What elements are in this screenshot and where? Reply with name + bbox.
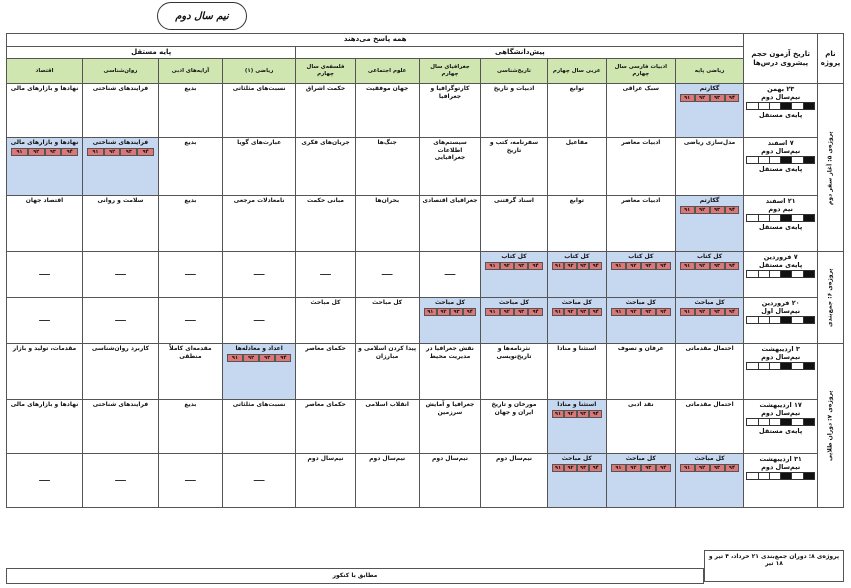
lesson-title: جهان موفقیت xyxy=(366,85,409,92)
lesson-cell xyxy=(355,196,419,252)
lesson-title: کل مباحث xyxy=(625,455,656,462)
lesson-cell xyxy=(296,400,355,454)
lesson-title: سلامت و روانی xyxy=(97,197,144,204)
lesson-title: جغرافیا و آمایش سرزمین xyxy=(425,401,475,416)
lesson-title: کل مباحث xyxy=(310,299,341,306)
lesson-title: سبک عراقی xyxy=(622,85,660,92)
progress-bar xyxy=(746,472,814,480)
exam-date-cell xyxy=(744,196,817,252)
name-column-header: نام پروژه xyxy=(817,34,843,84)
progress-bar xyxy=(746,418,814,426)
lesson-title: نهادها و بازارهای مالی xyxy=(10,401,79,408)
lesson-cell xyxy=(83,344,159,400)
lesson-title: کل مباحث xyxy=(561,299,592,306)
question-grid: ۹۴ ۹۳ ۹۲ ۹۱ xyxy=(680,206,740,214)
lesson-title: مقدمه‌ای کاملاً منطقی xyxy=(169,345,212,360)
subject-header: ادبیات فارسی سال چهارم xyxy=(606,59,675,84)
project-label: پروژه‌ی ۷: دوران طلایی xyxy=(817,344,843,508)
lesson-cell: — xyxy=(158,298,222,344)
lesson-cell xyxy=(355,344,419,400)
lesson-cell xyxy=(83,400,159,454)
lesson-cell xyxy=(419,400,481,454)
lesson-cell xyxy=(83,138,159,196)
lesson-title: مورخان و تاریخ ایران و جهان xyxy=(491,401,537,416)
lesson-cell: — xyxy=(83,454,159,508)
all-answer-header: همه پاسخ‌ می‌دهند xyxy=(7,34,744,47)
exam-date: ۱۷ اردیبهشت xyxy=(759,401,802,409)
question-grid: ۹۴ ۹۳ ۹۲ ۹۱ xyxy=(485,308,542,316)
lesson-title: جریان‌های فکری xyxy=(301,139,350,146)
lesson-title: نثرنامه‌ها و تاریخ‌نویسی xyxy=(496,345,532,360)
lesson-cell xyxy=(296,344,355,400)
lesson-cell: — xyxy=(158,252,222,298)
question-grid: ۹۴ ۹۳ ۹۲ ۹۱ xyxy=(87,148,154,156)
lesson-cell xyxy=(296,196,355,252)
exam-date: ۷ اسفند xyxy=(767,139,794,147)
lesson-title: احتمال مقدماتی xyxy=(685,401,734,408)
lesson-cell xyxy=(419,454,481,508)
lesson-title: فرایندهای شناختی xyxy=(92,85,149,92)
subject-header: ریاضی (۱) xyxy=(222,59,295,84)
question-grid: ۹۴ ۹۳ ۹۲ ۹۱ xyxy=(552,410,602,418)
lesson-cell xyxy=(675,252,744,298)
lesson-cell xyxy=(675,454,744,508)
lesson-title: استثنا و منادا xyxy=(557,345,597,352)
exam-date-cell xyxy=(744,454,817,508)
subject-header: ریاضی پایه xyxy=(675,59,744,84)
lesson-cell: — xyxy=(419,252,481,298)
question-grid: ۹۴ ۹۳ ۹۲ ۹۱ xyxy=(424,308,477,316)
lesson-cell xyxy=(296,84,355,138)
lesson-title: بدیع xyxy=(184,139,197,146)
lesson-title: نیم‌سال دوم xyxy=(369,455,406,462)
lesson-title: فرایندهای شناختی xyxy=(92,401,149,408)
lesson-cell xyxy=(158,400,222,454)
lesson-title: اقتصاد جهان xyxy=(25,197,64,204)
exam-date-cell xyxy=(744,252,817,298)
exam-semester: نیم دوم xyxy=(768,205,793,214)
exam-date-cell xyxy=(744,298,817,344)
lesson-title: نهادها و بازارهای مالی xyxy=(10,85,79,92)
lesson-title: بدیع xyxy=(184,197,197,204)
lesson-cell xyxy=(296,298,355,344)
lesson-title: پیدا کردن اسلامی و مبارزان xyxy=(358,345,417,360)
lesson-title: مبانی حکمت xyxy=(307,197,345,204)
lesson-title: اسناد گرفتنی xyxy=(494,197,534,204)
subject-header: علوم اجتماعی xyxy=(355,59,419,84)
exam-base: پایه‌ی مستقل xyxy=(759,165,803,174)
lesson-cell xyxy=(7,344,83,400)
lesson-title: کل مباحث xyxy=(498,299,529,306)
lesson-cell xyxy=(606,84,675,138)
exam-semester: نیم‌سال دوم xyxy=(761,463,801,472)
lesson-title: احتمال مقدماتی xyxy=(685,345,734,352)
lesson-cell: — xyxy=(83,298,159,344)
lesson-cell xyxy=(547,138,606,196)
lesson-cell xyxy=(222,138,295,196)
lesson-cell xyxy=(481,400,547,454)
lesson-title: کل کتاب xyxy=(501,253,527,260)
lesson-cell xyxy=(547,400,606,454)
footer-note: مطابق با کنکور xyxy=(6,568,704,584)
exam-semester: نیم‌سال دوم xyxy=(761,409,801,418)
exam-date: ۳ اردیبهشت xyxy=(761,345,800,353)
question-grid: ۹۴ ۹۳ ۹۲ ۹۱ xyxy=(227,354,291,362)
lesson-title: جغرافیای اقتصادی xyxy=(422,197,478,204)
lesson-cell xyxy=(355,84,419,138)
lesson-title: ادبیات و تاریخ xyxy=(493,85,535,92)
progress-bar xyxy=(746,156,814,164)
lesson-cell: — xyxy=(7,454,83,508)
lesson-title: اعداد و معادله‌ها xyxy=(235,345,283,352)
question-grid: ۹۴ ۹۳ ۹۲ ۹۱ xyxy=(680,94,740,102)
lesson-title: جنگ‌ها xyxy=(377,139,397,146)
lesson-title: بدیع xyxy=(184,401,197,408)
progress-bar xyxy=(746,316,814,324)
lesson-title: بدیع xyxy=(184,85,197,92)
lesson-cell: — xyxy=(7,252,83,298)
subject-header: جغرافیای سال چهارم xyxy=(419,59,481,84)
lesson-cell xyxy=(606,252,675,298)
question-grid: ۹۴ ۹۳ ۹۲ ۹۱ xyxy=(11,148,78,156)
question-grid: ۹۴ ۹۳ ۹۲ ۹۱ xyxy=(485,262,542,270)
subject-header: فلسفه‌ی سال چهارم xyxy=(296,59,355,84)
lesson-cell: — xyxy=(222,252,295,298)
lesson-cell xyxy=(158,344,222,400)
lesson-title: کل کتاب xyxy=(564,253,590,260)
lesson-title: حکمای معاصر xyxy=(305,401,346,408)
lesson-title: کل مباحث xyxy=(625,299,656,306)
question-grid: ۹۴ ۹۳ ۹۲ ۹۱ xyxy=(611,464,671,472)
lesson-title: انقلاب اسلامی xyxy=(365,401,409,408)
lesson-title: کل کتاب xyxy=(628,253,654,260)
exam-base: پایه‌ی مستقل xyxy=(759,427,803,436)
lesson-title: حکمای معاصر xyxy=(305,345,346,352)
lesson-cell xyxy=(675,138,744,196)
lesson-title: ادبیات معاصر xyxy=(621,197,661,204)
lesson-cell xyxy=(675,84,744,138)
lesson-cell xyxy=(606,400,675,454)
lesson-cell xyxy=(481,344,547,400)
lesson-title: نیم‌سال دوم xyxy=(307,455,344,462)
lesson-title: نسبت‌های مثلثاتی xyxy=(232,85,286,92)
subject-header: عربی سال چهارم xyxy=(547,59,606,84)
lesson-title: مدل‌سازی ریاضی xyxy=(683,139,736,146)
lesson-cell xyxy=(222,196,295,252)
base-header: پایه مستقل xyxy=(7,47,296,59)
question-grid: ۹۴ ۹۳ ۹۲ ۹۱ xyxy=(552,262,602,270)
lesson-cell xyxy=(296,454,355,508)
lesson-title: کل مباحث xyxy=(561,455,592,462)
lesson-cell xyxy=(419,298,481,344)
progress-bar xyxy=(746,270,814,278)
exam-date: ۲۱ اسفند xyxy=(765,197,796,205)
lesson-title: توابع xyxy=(569,85,585,92)
exam-base: پایه‌ی مستقل xyxy=(759,223,803,232)
lesson-cell xyxy=(7,196,83,252)
lesson-cell xyxy=(296,138,355,196)
lesson-title: نهادها و بازارهای مالی xyxy=(10,139,79,146)
lesson-cell xyxy=(158,138,222,196)
lesson-cell xyxy=(547,298,606,344)
lesson-cell: — xyxy=(222,298,295,344)
lesson-cell xyxy=(355,454,419,508)
lesson-cell xyxy=(481,138,547,196)
lesson-cell xyxy=(419,196,481,252)
question-grid: ۹۴ ۹۳ ۹۲ ۹۱ xyxy=(552,464,602,472)
lesson-cell xyxy=(481,454,547,508)
lesson-cell: — xyxy=(222,454,295,508)
subject-header: آرایه‌های ادبی xyxy=(158,59,222,84)
question-grid: ۹۴ ۹۳ ۹۲ ۹۱ xyxy=(611,308,671,316)
lesson-cell xyxy=(7,400,83,454)
exam-semester: نیم‌سال دوم xyxy=(761,147,801,156)
exam-semester: نیم‌سال دوم xyxy=(761,93,801,102)
question-grid: ۹۴ ۹۳ ۹۲ ۹۱ xyxy=(680,262,740,270)
exam-date-cell xyxy=(744,138,817,196)
exam-base: پایه‌ی مستقل xyxy=(759,111,803,120)
exam-semester: پایه‌ی مستقل xyxy=(759,261,803,270)
lesson-cell xyxy=(419,138,481,196)
progress-bar xyxy=(746,214,814,222)
exam-date-cell xyxy=(744,400,817,454)
lesson-title: ادبیات معاصر xyxy=(621,139,661,146)
subject-header: روان‌شناسی xyxy=(83,59,159,84)
lesson-cell xyxy=(222,344,295,400)
question-grid: ۹۴ ۹۳ ۹۲ ۹۱ xyxy=(611,262,671,270)
subject-header: تاریخ‌شناسی xyxy=(481,59,547,84)
lesson-cell xyxy=(419,84,481,138)
lesson-title: حکمت اشراق xyxy=(305,85,346,92)
lesson-cell xyxy=(675,400,744,454)
lesson-title: کل مباحث xyxy=(694,299,725,306)
lesson-cell xyxy=(547,84,606,138)
lesson-cell: — xyxy=(83,252,159,298)
lesson-title: بحران‌ها xyxy=(375,197,400,204)
lesson-cell xyxy=(606,454,675,508)
lesson-title: عبارت‌های گویا xyxy=(237,139,282,146)
lesson-cell xyxy=(83,196,159,252)
lesson-cell xyxy=(481,84,547,138)
lesson-cell xyxy=(606,298,675,344)
exam-date: ۲۰ فروردین xyxy=(761,299,800,307)
lesson-cell: — xyxy=(355,252,419,298)
lesson-cell xyxy=(547,344,606,400)
lesson-title: گکارتم xyxy=(699,85,720,92)
progress-bar xyxy=(746,102,814,110)
lesson-cell xyxy=(481,252,547,298)
lesson-cell xyxy=(481,196,547,252)
lesson-title: نیم‌سال دوم xyxy=(495,455,533,462)
project-label: پروژه‌ی ۶: جمع‌بندی xyxy=(817,252,843,344)
lesson-cell xyxy=(547,454,606,508)
exam-date: ۷ فروردین xyxy=(763,253,798,261)
lesson-cell xyxy=(606,344,675,400)
lesson-cell xyxy=(158,84,222,138)
exam-semester: نیم‌سال اول xyxy=(761,307,801,316)
lesson-title: نسبت‌های مثلثاتی xyxy=(232,401,286,408)
lesson-cell xyxy=(158,196,222,252)
lesson-cell xyxy=(547,196,606,252)
lesson-cell: — xyxy=(296,252,355,298)
schedule-table xyxy=(6,33,844,508)
question-grid: ۹۴ ۹۳ ۹۲ ۹۱ xyxy=(552,308,602,316)
dates-column-header: تاریخ آزمون حجم پیشروی درس‌ها xyxy=(744,34,817,84)
lesson-cell: — xyxy=(7,298,83,344)
exam-date: ۲۳ بهمن xyxy=(767,85,795,93)
progress-bar xyxy=(746,362,814,370)
lesson-title: نقد ادبی xyxy=(628,401,654,408)
lesson-title: کاربرد روان‌شناسی xyxy=(91,345,150,352)
lesson-cell xyxy=(7,138,83,196)
pre-university-header: پیش‌دانشگاهی xyxy=(296,47,744,59)
lesson-title: فرایندهای شناختی xyxy=(92,139,149,146)
lesson-cell xyxy=(355,298,419,344)
lesson-cell: — xyxy=(158,454,222,508)
lesson-cell xyxy=(675,196,744,252)
lesson-title: عرفان و تصوف xyxy=(617,345,664,352)
exam-date-cell xyxy=(744,84,817,138)
question-grid: ۹۴ ۹۳ ۹۲ ۹۱ xyxy=(680,464,740,472)
lesson-title: نیم‌سال دوم xyxy=(431,455,468,462)
project-label: پروژه‌ی ۵: آغاز سفر دوم xyxy=(817,84,843,252)
page-title: نیم سال دوم xyxy=(157,2,247,30)
lesson-cell xyxy=(481,298,547,344)
lesson-title: سفرنامه، کتب و تاریخ xyxy=(489,139,539,154)
lesson-cell xyxy=(606,138,675,196)
lesson-cell xyxy=(222,84,295,138)
lesson-cell xyxy=(355,138,419,196)
subject-header: اقتصاد xyxy=(7,59,83,84)
lesson-title: نامعادلات مرجعی xyxy=(233,197,285,204)
lesson-title: نقش جغرافیا در مدیریت محیط xyxy=(426,345,474,360)
lesson-title: گکارتم xyxy=(699,197,720,204)
exam-semester: نیم‌سال دوم xyxy=(761,353,801,362)
question-grid: ۹۴ ۹۳ ۹۲ ۹۱ xyxy=(680,308,740,316)
exam-date-cell xyxy=(744,344,817,400)
lesson-title: توابع xyxy=(569,197,585,204)
lesson-cell xyxy=(606,196,675,252)
lesson-cell xyxy=(675,298,744,344)
exam-date: ۳۱ اردیبهشت xyxy=(759,455,802,463)
lesson-title: مقدمات، تولید و بازار xyxy=(12,345,77,352)
lesson-title: سیستم‌های اطلاعات جغرافیایی xyxy=(433,139,467,161)
lesson-cell xyxy=(7,84,83,138)
lesson-title: مفاعیل xyxy=(565,139,588,146)
lesson-title: کل مباحث xyxy=(694,455,725,462)
lesson-title: استثنا و منادا xyxy=(557,401,597,408)
lesson-title: کارتوگرافیا و جغرافیا xyxy=(430,85,470,100)
lesson-title: کل مباحث xyxy=(434,299,465,306)
lesson-title: کل کتاب xyxy=(696,253,723,260)
lesson-cell xyxy=(355,400,419,454)
lesson-cell xyxy=(419,344,481,400)
footer-project: پروژه‌ی ۸: دوران جمع‌بندی ۲۱ خرداد، ۴ تیر و ۱۸ تیر xyxy=(704,550,844,582)
lesson-cell xyxy=(547,252,606,298)
lesson-cell xyxy=(675,344,744,400)
lesson-cell xyxy=(222,400,295,454)
lesson-cell xyxy=(83,84,159,138)
lesson-title: کل مباحث xyxy=(372,299,403,306)
